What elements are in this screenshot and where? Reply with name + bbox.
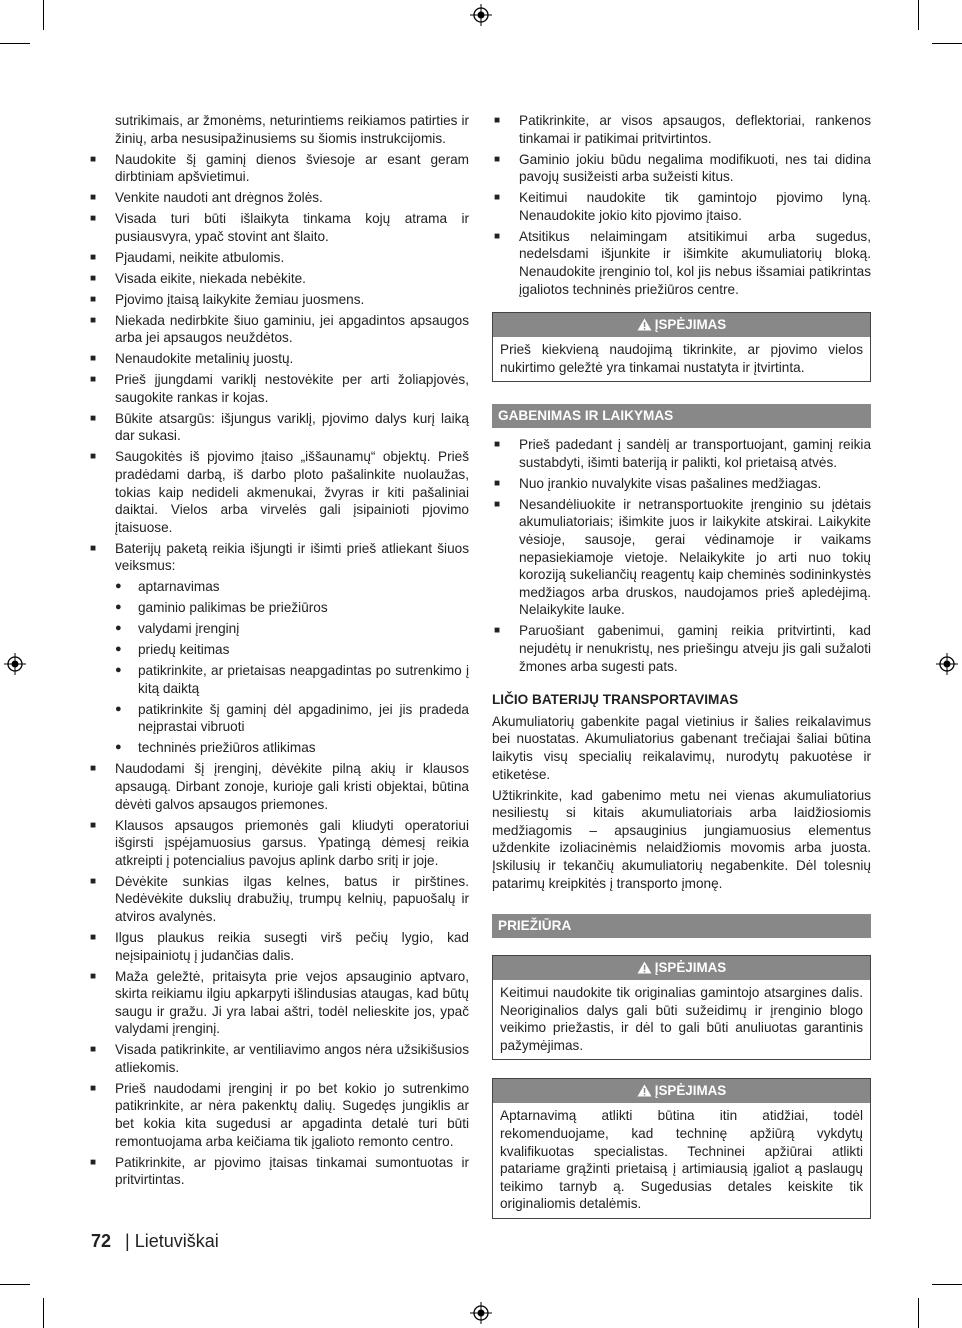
list-item — [88, 151, 469, 186]
square-bullet-icon: ■ — [90, 192, 97, 204]
list-item — [88, 350, 469, 368]
square-bullet-icon: ■ — [494, 230, 501, 242]
square-bullet-icon: ■ — [90, 1082, 97, 1094]
list-item-text: Nesandėliuokite ir netransportuokite įrenginio su įdėtais akumuliatoriais; išimkite juos ir laikykite atskirai. Laikykite vėsioje, sausoje, gerai vėdinamoje ir vaikams nepasiekiamoje vietoje. Nelaikykite jo arti nuo tokių koroziją sukeliančių reagentų kaip cheminės sodininkystės medžiagos arba druskos, naudojamos prieš apledėjimą. Nelaikykite lauke. — [519, 496, 871, 618]
square-bullet-icon: ■ — [494, 498, 501, 510]
list-item — [492, 496, 871, 619]
warning-box — [492, 312, 871, 382]
list-item-text: Visada eikite, niekada nebėkite. — [115, 270, 306, 286]
warning-box — [492, 1078, 871, 1219]
list-item — [88, 760, 469, 813]
list-item-text: Baterijų paketą reikia išjungti ir išimti prieš atliekant šiuos veiksmus: — [115, 540, 469, 574]
registration-mark-icon — [470, 1302, 492, 1324]
square-bullet-icon: ■ — [90, 1156, 97, 1168]
round-bullet-icon: ● — [115, 580, 122, 593]
list-item-text: Pjaudami, neikite atbulomis. — [115, 249, 285, 265]
sub-list-item-text: patikrinkite šį gaminį dėl apgadinimo, jei jis pradeda neįprastai vibruoti — [138, 701, 469, 735]
sub-list-item — [88, 701, 469, 736]
square-bullet-icon: ■ — [90, 763, 97, 775]
warning-triangle-icon — [637, 1084, 652, 1097]
list-item — [88, 929, 469, 964]
crop-mark — [932, 1284, 962, 1285]
left-column — [88, 112, 469, 1192]
list-item-text: Dėvėkite sunkias ilgas kelnes, batus ir pirštines. Nedėvėkite dukslių drabužių, trumpų kelnių, papuošalų ir atviros avalynės. — [115, 873, 469, 924]
sub-list-item-text: aptarnavimas — [138, 579, 220, 595]
square-bullet-icon: ■ — [90, 819, 97, 831]
warning-text: Aptarnavimą atlikti būtina itin atidžiai, todėl rekomenduojame, kad techninę apžiūrą vykdytų kvalifikuotas specialistas. Techninei apžiūrai atlikti patariame grąžinti prietaisą į artimiausią įgaliot ą paslaugų teikimo tarnyb ą. Sugedusias detales keiskite tik originaliomis detalėmis. — [500, 1108, 863, 1212]
list-item — [88, 249, 469, 267]
warning-header — [493, 956, 870, 980]
warning-text: Prieš kiekvieną naudojimą tikrinkite, ar pjovimo vielos nukirtimo geležtė yra tinkamai nustatyta ir įtvirtinta. — [500, 342, 863, 375]
list-item-text: Maža geležtė, pritaisyta prie vejos apsauginio aptvaro, skirta reikiamu ilgiu apkarpyti išlindusias ataugas, kad būtų saugu ir gražu. Ji yra labai aštri, todėl nelieskite jos, ypač valydami įrenginį. — [115, 968, 469, 1037]
square-bullet-icon: ■ — [90, 931, 97, 943]
list-item — [88, 873, 469, 926]
list-item-text: Ilgus plaukus reikia susegti virš pečių lygio, kad neįsipainiotų į judančias dalis. — [115, 929, 469, 963]
warning-header — [493, 313, 870, 337]
list-item-text: Gaminio jokiu būdu negalima modifikuoti, nes tai didina pavojų susižeisti arba sužeisti kitus. — [519, 151, 871, 185]
square-bullet-icon: ■ — [90, 1044, 97, 1056]
square-bullet-icon: ■ — [90, 251, 97, 263]
paragraph: Užtikrinkite, kad gabenimo metu nei vienas akumuliatorius nesiliestų si kitais akumuliatoriais arba laidžiosiomis medžiagomis – apsauginius jungiamuosius elementus uždenkite izoliacinėmis nelaidžiomis movomis arba juosta. Įskilusių ir tekančių akumuliatorių negabenkite. Dėl tolesnių patarimų kreipkitės į transporto įmonę. — [492, 787, 871, 891]
list-item — [88, 968, 469, 1038]
warning-header — [493, 1079, 870, 1103]
sub-list-item — [88, 599, 469, 617]
list-item-text: Naudodami šį įrenginį, dėvėkite pilną akių ir klausos apsaugą. Dirbant zonoje, kurioje gali kristi objektai, būtina dėvėti galvos apsaugos priemones. — [115, 761, 469, 812]
registration-mark-icon — [4, 653, 26, 675]
list-item — [88, 410, 469, 445]
list-item-text: Pjovimo įtaisą laikykite žemiau juosmens. — [115, 291, 365, 307]
square-bullet-icon: ■ — [90, 875, 97, 887]
crop-mark — [0, 43, 30, 44]
list-item — [492, 228, 871, 298]
round-bullet-icon: ● — [115, 622, 122, 635]
sub-list-item-text: valydami įrenginį — [138, 621, 240, 637]
list-item-text: Paruošiant gabenimui, gaminį reikia pritvirtinti, kad nejudėtų ir nenukristų, nes priešingu atveju jis gali sužaloti žmones arba sugesti pats. — [519, 623, 871, 674]
right-column — [492, 112, 871, 1231]
list-item-text: Saugokitės iš pjovimo įtaiso „iššaunamų“ objektų. Prieš pradėdami darbą, iš darbo ploto pašalinkite nuolaužas, tokias kaip nedideli akmenukai, žvyras ir kiti pašaliniai daiktai. Vielos arba virvelės gali įsipainioti pjovimo įtaisuose. — [115, 449, 469, 535]
round-bullet-icon: ● — [115, 741, 122, 754]
list-item-text: Keitimui naudokite tik gamintojo pjovimo lyną. Nenaudokite jokio kito pjovimo įtaiso. — [519, 190, 871, 223]
crop-mark — [43, 1298, 44, 1328]
list-item-text: Visada patikrinkite, ar ventiliavimo angos nėra užsikišusios atliekomis. — [115, 1042, 469, 1075]
list-item-text: Nenaudokite metalinių juostų. — [115, 351, 294, 367]
page-footer — [91, 1231, 219, 1252]
list-item — [492, 622, 871, 675]
crop-mark — [918, 0, 919, 30]
list-item — [492, 151, 871, 186]
list-item-text: Venkite naudoti ant drėgnos žolės. — [115, 190, 323, 206]
square-bullet-icon: ■ — [90, 412, 97, 424]
warning-title: ĮSPĖJIMAS — [654, 317, 727, 333]
list-item — [88, 1080, 469, 1150]
registration-mark-icon — [470, 4, 492, 26]
sub-list-item — [88, 578, 469, 596]
list-item — [492, 189, 871, 224]
list-item — [88, 312, 469, 347]
registration-mark-icon — [936, 653, 958, 675]
list-item — [88, 270, 469, 288]
list-item — [88, 540, 469, 575]
paragraph: Akumuliatorių gabenkite pagal vietinius ir šalies reikalavimus bei nuostatas. Akumuliatorius gabenant trečiajai šaliai būtina laikytis visų specialių reikalavimų, nurodytų pakuotėse ir etiketėse. — [492, 713, 871, 782]
warning-text: Keitimui naudokite tik originalias gamintojo atsargines dalis. Neoriginalios dalys gali būti sužeidimų ir įrenginio blogo veikimo priežastis, ir dėl to gali būti anuliuotas garantinis pažymėjimas. — [500, 985, 863, 1053]
list-item-text: Prieš naudodami įrenginį ir po bet kokio jo sutrenkimo patikrinkite, ar nėra pakenktų dalių. Sugedęs jungiklis ar bet kokia kita sugedusi ar apgadinta detalė turi būti remontuojama arba keičiama tik įgalioto remonto centro. — [115, 1080, 469, 1149]
list-item-text: Patikrinkite, ar visos apsaugos, deflektoriai, rankenos tinkamai ir patikimai pritvirtintos. — [519, 113, 871, 146]
list-item — [88, 210, 469, 245]
list-item — [88, 189, 469, 207]
footer-language: Lietuviškai — [134, 1231, 219, 1251]
square-bullet-icon: ■ — [90, 353, 97, 365]
round-bullet-icon: ● — [115, 643, 122, 656]
list-item-continuation: sutrikimais, ar žmonėms, neturintiems reikiamos patirties ir žinių, arba nesusipažinusiems su šiomis instrukcijomis. — [115, 113, 469, 146]
list-item — [492, 436, 871, 471]
warning-title: ĮSPĖJIMAS — [654, 1083, 727, 1099]
square-bullet-icon: ■ — [90, 272, 97, 284]
sub-list-item — [88, 641, 469, 659]
round-bullet-icon: ● — [115, 601, 122, 614]
square-bullet-icon: ■ — [494, 625, 501, 637]
crop-mark — [43, 0, 44, 30]
list-item-text: Nuo įrankio nuvalykite visas pašalines medžiagas. — [519, 475, 822, 491]
list-item-text: Prieš padedant į sandėlį ar transportuojant, gaminį reikia sustabdyti, išimti bateriją ir palikti, kol prietaisą atvės. — [519, 437, 871, 470]
warning-box — [492, 955, 871, 1060]
list-item-text: Atsitikus nelaimingam atsitikimui arba sugedus, nedelsdami išjunkite ir išimkite akumuliatorių bloką. Nenaudokite įrenginio tol, kol jis nebus išsamiai patikrintas įgaliotos techninės priežiūros centre. — [519, 228, 871, 297]
square-bullet-icon: ■ — [90, 293, 97, 305]
page-number: 72 — [91, 1231, 112, 1251]
warning-triangle-icon — [637, 961, 652, 974]
list-item — [88, 1041, 469, 1076]
list-item — [492, 112, 871, 147]
list-item — [88, 448, 469, 536]
square-bullet-icon: ■ — [494, 153, 501, 165]
sub-list-item — [88, 739, 469, 757]
list-item — [88, 817, 469, 870]
sub-list-item — [88, 662, 469, 697]
square-bullet-icon: ■ — [90, 153, 97, 165]
section-heading: PRIEŽIŪRA — [492, 914, 871, 938]
square-bullet-icon: ■ — [90, 542, 97, 554]
square-bullet-icon: ■ — [494, 477, 501, 489]
list-item-text: Prieš įjungdami variklį nestovėkite per arti žoliapjovės, saugokite rankas ir kojas. — [115, 372, 469, 405]
square-bullet-icon: ■ — [90, 451, 97, 463]
sub-list-item-text: gaminio palikimas be priežiūros — [138, 600, 328, 616]
list-item — [88, 1154, 469, 1189]
round-bullet-icon: ● — [115, 664, 122, 677]
list-item-text: Klausos apsaugos priemonės gali kliudyti operatoriui išgirsti įspėjamuosius garsus. Ypatingą dėmesį reikia atkreipti į potencialius pavojus aplink darbo sritį ir joje. — [115, 817, 469, 868]
square-bullet-icon: ■ — [494, 439, 501, 451]
warning-triangle-icon — [637, 318, 652, 331]
warning-title: ĮSPĖJIMAS — [654, 960, 727, 976]
section-heading: GABENIMAS IR LAIKYMAS — [492, 404, 871, 428]
list-item-text: Patikrinkite, ar pjovimo įtaisas tinkamai sumontuotas ir pritvirtintas. — [115, 1154, 469, 1188]
square-bullet-icon: ■ — [90, 213, 97, 225]
list-item-text: Būkite atsargūs: išjungus variklį, pjovimo dalys kurį laiką dar sukasi. — [115, 410, 469, 444]
square-bullet-icon: ■ — [90, 374, 97, 386]
crop-mark — [918, 1298, 919, 1328]
list-item-text: Niekada nedirbkite šiuo gaminiu, jei apgadintos apsaugos arba jei apsaugos neuždėtos. — [115, 312, 469, 346]
subheading: LIČIO BATERIJŲ TRANSPORTAVIMAS — [492, 692, 739, 708]
round-bullet-icon: ● — [115, 702, 122, 715]
sub-list-item-text: priedų keitimas — [138, 642, 230, 658]
footer-separator: | — [125, 1231, 130, 1251]
list-item-text: Naudokite šį gaminį dienos šviesoje ar esant geram dirbtiniam apšvietimui. — [115, 151, 469, 185]
sub-list-item-text: techninės priežiūros atlikimas — [138, 740, 316, 756]
list-item — [88, 371, 469, 406]
square-bullet-icon: ■ — [90, 314, 97, 326]
list-item — [492, 475, 871, 493]
crop-mark — [0, 1284, 30, 1285]
list-item-text: Visada turi būti išlaikyta tinkama kojų atrama ir pusiausvyra, ypač stovint ant šlaito. — [115, 211, 469, 244]
list-item — [88, 291, 469, 309]
square-bullet-icon: ■ — [90, 970, 97, 982]
sub-list-item-text: patikrinkite, ar prietaisas neapgadintas po sutrenkimo į kitą daiktą — [138, 663, 469, 696]
sub-list-item — [88, 620, 469, 638]
square-bullet-icon: ■ — [494, 192, 501, 204]
crop-mark — [932, 43, 962, 44]
square-bullet-icon: ■ — [494, 115, 501, 126]
